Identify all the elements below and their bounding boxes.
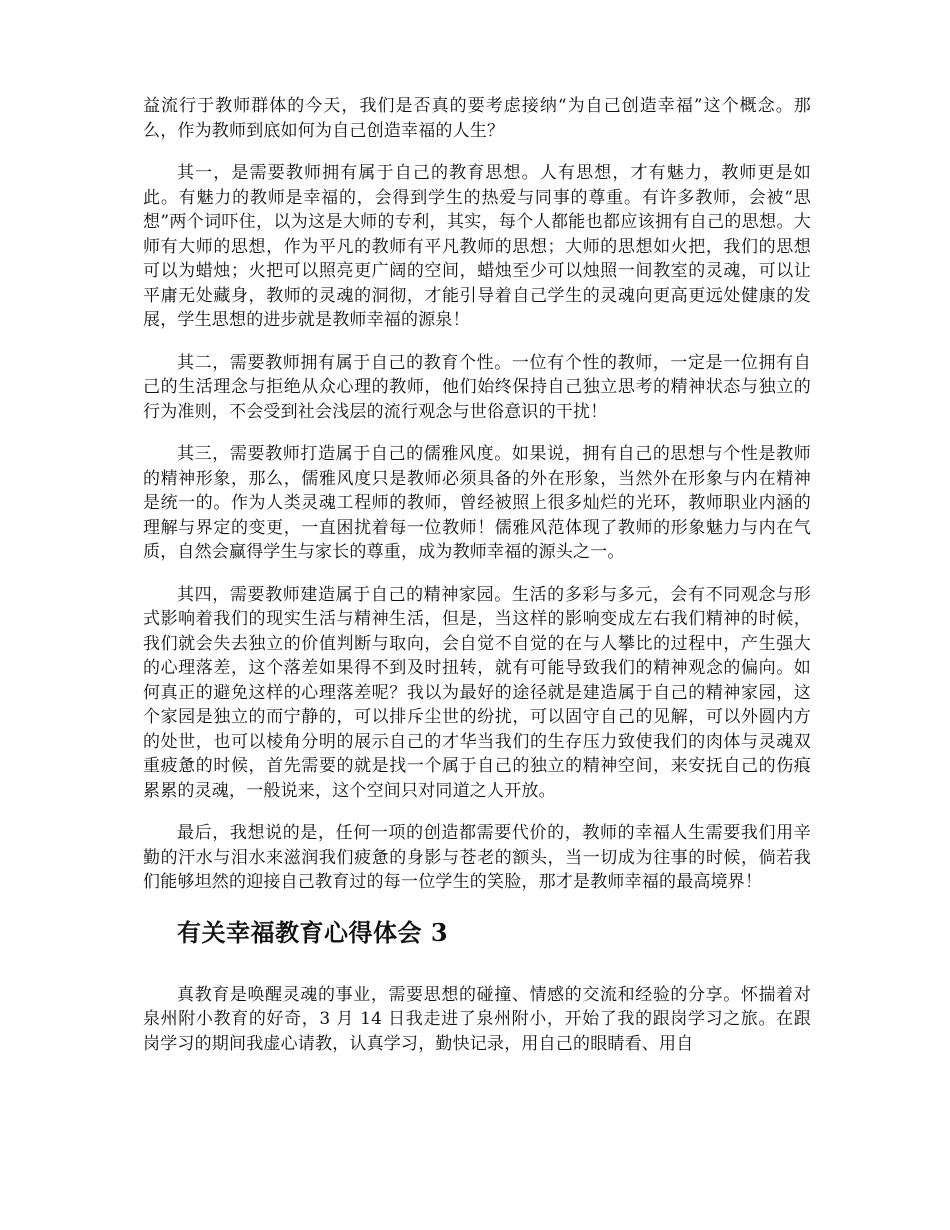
- paragraph-point-three: 其三，需要教师打造属于自己的儒雅风度。如果说，拥有自己的思想与个性是教师的精神形象，那么，儒雅风度只是教师必须具备的外在形象，当然外在形象与内在精神是统一的。作为人类灵魂工程师的教师，曾经被照上很多灿烂的光环，教师职业内涵的理解与界定的变更，一直困扰着每一位教师！儒雅风范体现了教师的形象魅力与内在气质，自然会赢得学生与家长的尊重，成为教师幸福的源头之一。: [143, 444, 811, 562]
- section-heading: 有关幸福教育心得体会 3: [177, 917, 449, 947]
- paragraph-continuation: 益流行于教师群体的今天，我们是否真的要考虑接纳“为自己创造幸福”这个概念。那么，作为教师到底如何为自己创造幸福的人生？: [143, 96, 811, 141]
- document-page: [143, 94, 811, 1056]
- paragraph-gap: [143, 424, 811, 442]
- paragraph-conclusion: 最后，我想说的是，任何一项的创造都需要代价的，教师的幸福人生需要我们用辛勤的汗水与泪水来滋润我们疲惫的身影与苍老的额头，当一切成为往事的时候，倘若我们能够坦然的迎接自己教育过的每一位学生的笑脸，那才是教师幸福的最高境界！: [143, 823, 811, 892]
- paragraph-gap: [143, 565, 811, 583]
- paragraph-gap: [143, 333, 811, 351]
- paragraph-point-two: 其二，需要教师拥有属于自己的教育个性。一位有个性的教师，一定是一位拥有自己的生活理念与拒绝从众心理的教师，他们始终保持自己独立思考的精神状态与独立的行为准则，不会受到社会浅层的流行观念与世俗意识的干扰！: [143, 352, 811, 422]
- heading-gap: [143, 949, 811, 983]
- paragraph-gap: [143, 803, 811, 821]
- heading-gap: [143, 895, 811, 917]
- paragraph-point-one: 其一，是需要教师拥有属于自己的教育思想。人有思想，才有魅力，教师更是如此。有魅力的教师是幸福的，会得到学生的热爱与同事的尊重。有许多教师，会被“思想”两个词吓住，以为这是大师的专利，其实，每个人都能也都应该拥有自己的思想。大师有大师的思想，作为平凡的教师有平凡教师的思想；大师的思想如火把，我们的思想可以为蜡烛；火把可以照亮更广阔的空间，蜡烛至少可以烛照一间教室的灵魂，可以让平庸无处藏身，教师的灵魂的洞彻，才能引导着自己学生的灵魂向更高更远处健康的发展，学生思想的进步就是教师幸福的源泉！: [143, 163, 811, 330]
- paragraph-point-four: 其四，需要教师建造属于自己的精神家园。生活的多彩与多元，会有不同观念与形式影响着我们的现实生活与精神生活，但是，当这样的影响变成左右我们精神的时候，我们就会失去独立的价值判断与取向，会自觉不自觉的在与人攀比的过程中，产生强大的心理落差，这个落差如果得不到及时扭转，就有可能导致我们的精神观念的偏向。如何真正的避免这样的心理落差呢？我以为最好的途径就是建造属于自己的精神家园，这个家园是独立的而宁静的，可以排斥尘世的纷扰，可以固守自己的见解，可以外圆内方的处世，也可以棱角分明的展示自己的才华当我们的生存压力致使我们的肉体与灵魂双重疲惫的时候，首先需要的就是找一个属于自己的独立的精神空间，来安抚自己的伤痕累累的灵魂，一般说来，这个空间只对同道之人开放。: [143, 584, 811, 801]
- paragraph-section-intro: 真教育是唤醒灵魂的事业，需要思想的碰撞、情感的交流和经验的分享。怀揣着对泉州附小教育的好奇，3 月 14 日我走进了泉州附小，开始了我的跟岗学习之旅。在跟岗学习的期间我虚心请教，认真学习，勤快记录，用自己的眼睛看、用自: [143, 984, 811, 1054]
- paragraph-gap: [143, 143, 811, 161]
